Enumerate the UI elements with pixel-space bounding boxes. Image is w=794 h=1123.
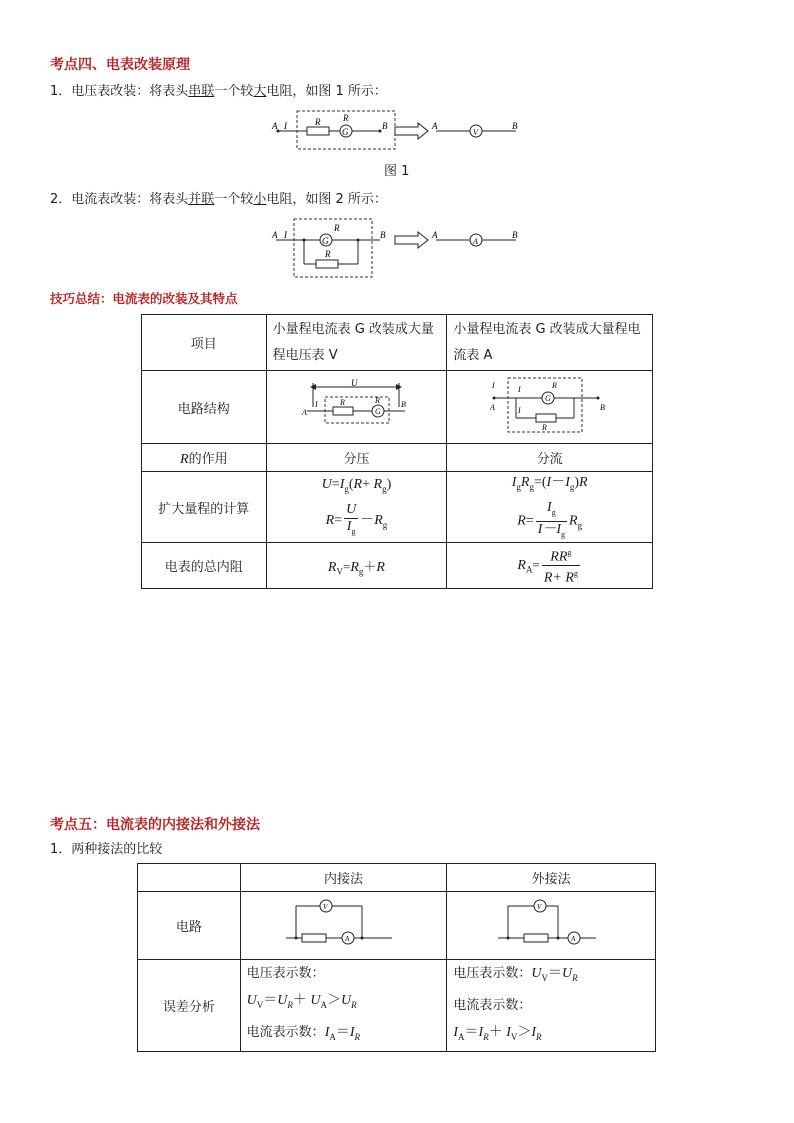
table1-structure-row — [142, 371, 653, 444]
item1-text — [50, 80, 387, 99]
fig2-label-a2: A — [432, 230, 438, 240]
inner-voltmeter-formula: $U_V=U_R+ U_A>U_R$ — [246, 993, 357, 1010]
formula-r-shunt: R= $\frac{I_g}{I-I_g}$ $R_g$ — [517, 499, 583, 539]
fig2-label-r: R — [325, 249, 331, 259]
item1-underline-big: 大 — [253, 84, 267, 99]
table1-calc-voltmeter — [266, 472, 447, 543]
table1-calc-row — [142, 472, 653, 543]
t1a-label-rg: R — [551, 381, 557, 390]
outer-ammeter-reading: 电流表示数： — [453, 997, 532, 1013]
voltmeter-v-icon: V — [473, 128, 478, 137]
arrow-icon-2 — [395, 232, 428, 248]
formula-u-equals: $U=I_g(R+ R_g)$ — [321, 477, 392, 495]
table1-total-ammeter: $R_A=$ $\frac{RR^g}{R+ R^g}$ — [447, 543, 653, 589]
fig2-label-b2: B — [512, 230, 518, 240]
t1a-label-b: B — [599, 403, 605, 412]
t1a-g-icon: G — [544, 394, 551, 403]
figure1-voltmeter-circuit — [270, 108, 530, 154]
t1a-label-a: A — [489, 403, 495, 412]
fig1-label-a: A — [272, 121, 278, 131]
t1-label-r: R — [340, 398, 346, 407]
fig2-label-b: B — [380, 230, 386, 240]
role-label-r: R — [180, 451, 189, 467]
galvanometer-g-icon: G — [342, 127, 349, 137]
outer-ammeter-icon: A — [571, 934, 576, 943]
table1-ammeter-circuit-cell — [447, 371, 653, 444]
fig2-label-i: I — [284, 230, 287, 240]
connection-methods-table — [137, 863, 656, 1052]
t1-label-b: B — [401, 400, 407, 409]
outer-connection-diagram — [496, 896, 606, 952]
role-label-text: 的作用 — [188, 451, 228, 467]
section4-title: 考点四、电表改装原理 — [50, 57, 190, 73]
figure1-caption: 图 1 — [384, 164, 410, 179]
t1a-label-ir: I — [517, 406, 521, 415]
table2-header-inner: 内接法 — [240, 864, 447, 892]
inner-voltmeter-reading: 电压表示数： — [246, 966, 325, 981]
table1-role-voltmeter: 分压 — [266, 444, 447, 472]
tip-summary: 技巧总结：电流表的改装及其特点 — [50, 291, 238, 306]
table1-role-label — [142, 444, 267, 472]
t1-label-rg: R — [375, 396, 381, 405]
table2-inner-error — [240, 960, 447, 1052]
inner-ammeter-reading: 电流表示数：$I_A=I_R$ — [246, 1024, 361, 1042]
table2-inner-circuit-cell — [240, 892, 447, 960]
table1-voltmeter-circuit-cell — [266, 371, 447, 444]
t1-label-u: U — [351, 378, 358, 388]
t1-g-icon: G — [375, 407, 382, 416]
item2-underline-parallel: 并联 — [188, 192, 215, 207]
arrow-icon — [395, 123, 428, 139]
ammeter-a-icon: A — [473, 237, 478, 246]
table1-structure-label: 电路结构 — [142, 371, 267, 444]
t1-label-ig: I — [315, 400, 319, 409]
table1-header-voltmeter: 小量程电流表 G 改装成大量程电压表 V — [266, 315, 447, 371]
figure2-ammeter-circuit — [270, 216, 530, 280]
t1-label-a: A — [302, 408, 308, 417]
item2-prefix: 2．电流表改装：将表头 — [50, 192, 189, 207]
item1-suffix: 电阻，如图 1 所示： — [266, 84, 387, 99]
item2-underline-small: 小 — [253, 192, 267, 207]
table1-role-ammeter: 分流 — [447, 444, 653, 472]
item1-prefix: 1．电压表改装：将表头 — [50, 84, 189, 99]
fig1-label-r: R — [315, 117, 321, 127]
t1a-label-ig: I — [517, 385, 521, 394]
table2-outer-error — [447, 960, 656, 1052]
t1a-label-i: I — [491, 381, 495, 390]
table1-header-row — [142, 315, 653, 371]
ammeter-structure-diagram — [490, 374, 610, 436]
section5-sub: 1．两种接法的比较 — [50, 842, 163, 857]
inner-voltmeter-icon: V — [322, 902, 327, 911]
galvanometer-g-icon-2: G — [322, 236, 329, 246]
table2-error-row — [138, 960, 656, 1052]
table2-header-row — [138, 864, 656, 892]
outer-ammeter-formula: $I_A=I_R+ I_V>I_R$ — [453, 1024, 542, 1042]
table2-circuit-label: 电路 — [138, 892, 241, 960]
table2-outer-circuit-cell — [447, 892, 656, 960]
fig1-label-rg: R — [343, 113, 349, 123]
item1-mid: 一个较 — [214, 84, 254, 99]
fig1-label-a2: A — [432, 121, 438, 131]
voltmeter-structure-diagram — [301, 377, 411, 433]
table1-total-voltmeter: $R_V=R_g+R$ — [266, 543, 447, 589]
fig1-label-i: I — [284, 121, 287, 131]
fig2-label-a: A — [272, 230, 278, 240]
table1-total-row — [142, 543, 653, 589]
table1-calc-label: 扩大量程的计算 — [142, 472, 267, 543]
table2-header-outer: 外接法 — [447, 864, 656, 892]
outer-voltmeter-label: 电压表示数： — [453, 966, 532, 981]
inner-ammeter-icon: A — [344, 934, 349, 943]
table1-calc-ammeter — [447, 472, 653, 543]
formula-igrg-equals: $I_gR_g=(I-I_g)R$ — [511, 475, 588, 492]
table2-circuit-row — [138, 892, 656, 960]
table2-error-label: 误差分析 — [138, 960, 241, 1052]
section5-title: 考点五：电流表的内接法和外接法 — [50, 817, 260, 833]
item2-text — [50, 188, 387, 207]
item2-mid: 一个较 — [214, 192, 254, 207]
inner-connection-diagram — [284, 896, 404, 952]
outer-voltmeter-reading: 电压表示数：$U_V=U_R$ — [453, 966, 578, 983]
outer-voltmeter-icon: V — [537, 902, 542, 911]
item1-underline-series: 串联 — [188, 84, 215, 99]
table1-total-label: 电表的总内阻 — [142, 543, 267, 589]
t1a-label-r: R — [541, 423, 547, 432]
inner-ammeter-label: 电流表示数： — [246, 1024, 325, 1040]
meter-conversion-table — [141, 314, 653, 589]
table1-header-item: 项目 — [142, 315, 267, 371]
formula-r-equals: R= $\frac{U}{I_g}$ $-R_g$ — [325, 502, 388, 536]
fig1-label-b: B — [382, 121, 388, 131]
table1-header-ammeter: 小量程电流表 G 改装成大量程电流表 A — [447, 315, 653, 371]
item2-suffix: 电阻，如图 2 所示： — [266, 192, 387, 207]
fig2-label-rg: R — [334, 223, 340, 233]
fig1-label-b2: B — [512, 121, 518, 131]
table2-header-empty — [138, 864, 241, 892]
table1-role-row — [142, 444, 653, 472]
